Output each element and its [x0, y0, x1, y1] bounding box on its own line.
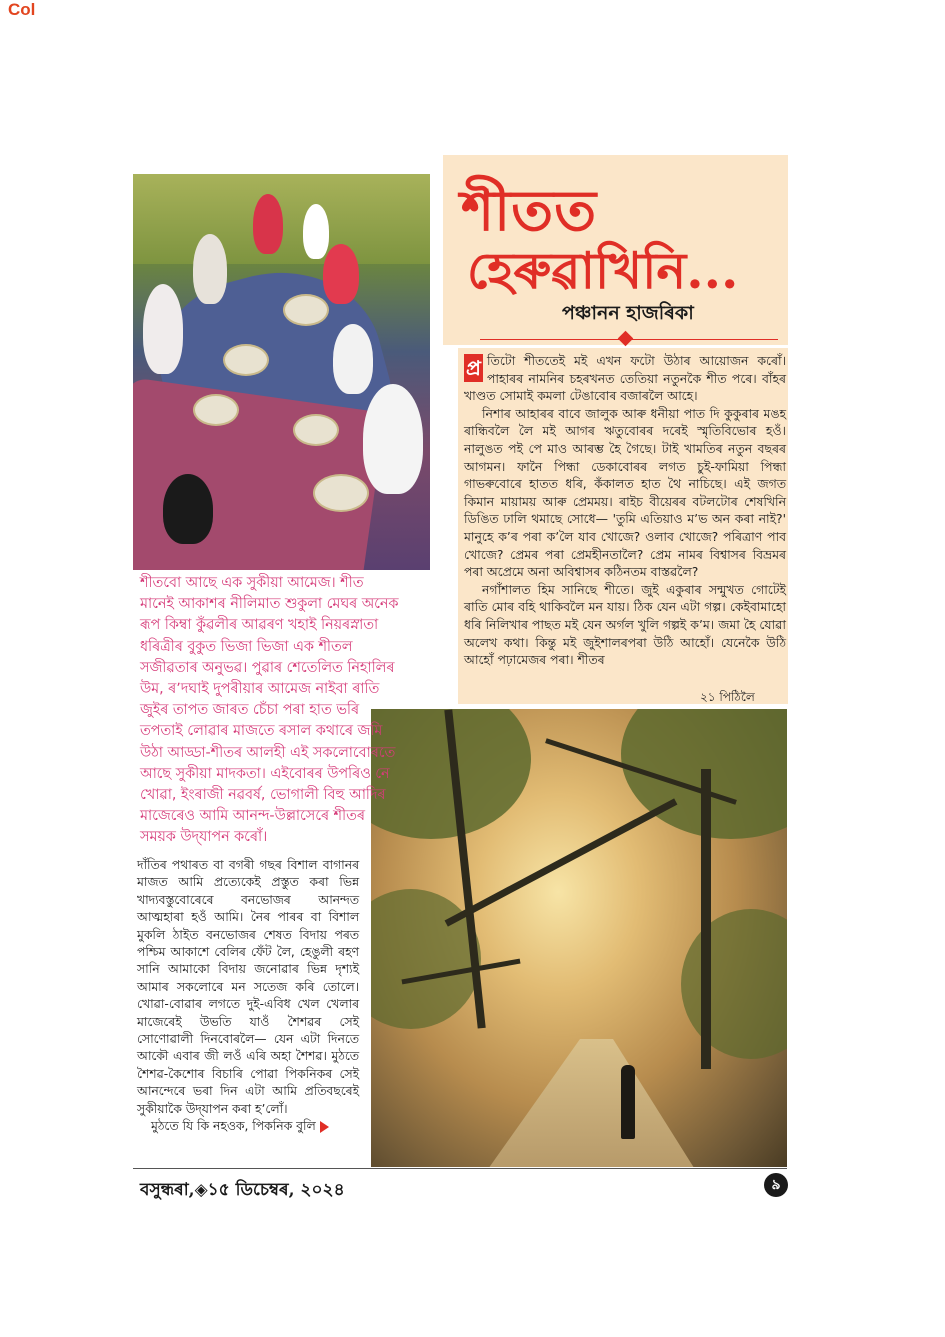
pull-quote-line: মাজেৰেও আমি আনন্দ-উল্লাসেৰে শীতৰ — [140, 808, 365, 825]
page-number: ৯ — [764, 1173, 788, 1197]
child-figure — [363, 384, 423, 494]
author-name: পঞ্চানন হাজৰিকা — [562, 302, 694, 324]
left-column-last-line — [137, 1118, 359, 1135]
pull-quote-line: আছে সুকীয়া মাদকতা। এইবোৰৰ উপৰিও নে — [140, 765, 390, 782]
plate — [223, 344, 269, 376]
road — [481, 1039, 701, 1167]
child-figure — [253, 194, 283, 254]
plate — [283, 294, 329, 326]
title-line-2: হেৰুৱাখিনি... — [467, 241, 739, 300]
pull-quote-line: সজীৱতাৰ অনুভৱ। পুৱাৰ শেতেলিত নিহালিৰ — [140, 659, 395, 676]
pull-quote-line: সময়ক উদ্‌যাপন কৰোঁ। — [140, 829, 268, 846]
corner-mark: Col — [8, 0, 36, 19]
forest-photo — [371, 709, 787, 1167]
pull-quote-line: শীতবো আছে এক সুকীয়া আমেজ। শীত — [140, 575, 364, 591]
picnic-photo — [133, 174, 430, 570]
left-column-paragraph: দাঁতিৰ পথাৰত বা বগৰী গছৰ বিশাল বাগানৰ মাজত আমি প্ৰত্যেকেই প্ৰস্তুত কৰা ভিন্ন খাদ্যবস্তুবোৰেৰে বনভোজৰ আনন্দত আত্মহাৰা হওঁ আমি। নৈৰ পাৰৰ বা বিশাল মুকলি ঠাইত বনভোজৰ শেষত বিদায় পৰত পশ্চিম আকাশে বেলিৰ ফেঁট লৈ, হেঙুলী ৰহণ সানি আমাকো বিদায় জনোৱাৰ ভিন্ন দৃশ্যই আমাৰ সকলোৰে মন সতেজ কৰি তোলে। খোৱা-বোৱাৰ লগতে দুই-এবিধ খেল খেলাৰ মাজেৰেই উভতি যাওঁ শৈশৱৰ সেই সোণোৱালী দিনবোৰলৈ— যেন এটা দিনতে আকৌ এবাৰ জী লওঁ এৰি অহা শৈশৱ। মুঠতে শৈশৱ-কৈশোৰ বিচাৰি পোৱা পিকনিকৰ সেই আনন্দেৰে ভৰা দিন এটা আমি প্ৰতিবছৰেই সুকীয়াকৈ উদ্‌যাপন কৰা হʼলোঁ। — [137, 858, 359, 1116]
foliage — [681, 909, 787, 1059]
child-figure — [333, 324, 373, 394]
photographer-figure — [621, 1065, 635, 1139]
article-paragraph: নগাঁশালত হিম সানিছে শীতে। জুই একুৰাৰ সন্মুখত গোটেই ৰাতি মোৰ বহি থাকিবলৈ মন যায়। ঠিক যেন এটা গল্প। কেইবামাহো ধৰি নিলিখাৰ পাছত মই যেন অৰ্গল খুলি গল্পই কʼম। জমা হৈ যোৱা অলেখ কথা। কিন্তু মই জুইশালৰপৰা উঠি আহোঁ। যেনেকৈ উঠি আহোঁ পঢ়ামেজৰ পৰা। শীতৰ — [464, 581, 786, 668]
pull-quote-line: উম, ৰʼদঘাই দুপৰীয়াৰ আমেজ নাইবা ৰাতি — [140, 681, 380, 698]
continue-arrow-icon — [320, 1121, 329, 1133]
left-column-text — [137, 857, 359, 1136]
plate — [293, 414, 339, 446]
article-body — [464, 352, 786, 669]
pull-quote-line: উঠা আড্ডা-শীতৰ আলহী এই সকলোবোৰতে — [140, 744, 396, 761]
drop-cap: প্ৰ — [464, 354, 483, 382]
pull-quote-line: খোৱা, ইংৰাজী নৱবৰ্ষ, ভোগালী বিহু আদিৰ — [140, 787, 386, 804]
plate — [193, 394, 239, 426]
pull-quote-line: ধৰিত্ৰীৰ বুকুত ভিজা ভিজা এক শীতল — [140, 638, 353, 655]
child-figure — [323, 244, 359, 304]
article-paragraph: তিটো শীততেই মই এখন ফটো উঠাৰ আয়োজন কৰোঁ। পাহাৰৰ নামনিৰ চহৰখনত তেতিয়া নতুনকৈ শীত পৰে। বাঁহৰ খাণ্ডত সোমাই কমলা টেঙাবোৰ বজাৰলৈ আহে। — [464, 353, 786, 404]
tree-trunk — [701, 769, 711, 1069]
footer-rule — [133, 1168, 787, 1169]
child-figure — [303, 204, 329, 259]
plate — [313, 474, 369, 512]
title-line-1: শীতত — [461, 178, 598, 244]
left-column-last-line-text: মুঠতে যি কি নহওক, পিকনিক বুলি — [151, 1119, 316, 1134]
continued-note: ২১ পিঠিলৈ — [700, 690, 755, 704]
pull-quote-line: তপতাই লোৱাৰ মাজতে ৰসাল কথাৰে জমি — [140, 723, 383, 740]
pull-quote-line: জুইৰ তাপত জাৰত চেঁচা পৰা হাত ভৰি — [140, 702, 360, 719]
pull-quote-line: ৰূপ কিম্বা কুঁৱলীৰ আৱৰণ খহাই নিয়ৰস্নাতা — [140, 617, 379, 634]
pull-quote-line: মানেই আকাশৰ নীলিমাত শুকুলা মেঘৰ অনেক — [140, 596, 399, 613]
publication-line: বসুন্ধৰা,◈১৫ ডিচেম্বৰ, ২০২৪ — [140, 1180, 345, 1200]
child-figure — [163, 474, 213, 544]
child-figure — [143, 284, 183, 374]
pull-quote — [140, 573, 430, 849]
child-figure — [193, 234, 227, 304]
article-paragraph: নিশাৰ আহাৰৰ বাবে জালুক আৰু ধনীয়া পাত দি কুকুৰাৰ মঙহ ৰান্ধিবলৈ লৈ মই আগৰ ঋতুবোৰৰ দৰেই স্মৃতিবিভোৰ হওঁ। নালুঙত পই পে মাও আৰম্ভ হৈ গৈছে। টাই খামতিৰ নতুন বছৰৰ আগমন। ফানৈ পিন্ধা ডেকাবোৰৰ লগত চুই-ফামিয়া পিন্ধা গাভৰুবোৰে হাতত ধৰি, কঁকালত হাত থৈ নাচিছে। এই জগত কিমান মায়াময় আৰু প্ৰেমময়। ৰাইচ বীয়েৰৰ বটলটোৰ শেষখিনি ডিঙিত ঢালি থমাছে সোধে— 'তুমি এতিয়াও মʼভ অন কৰা নাই?' মানুহে কʼৰ পৰা কʼলৈ যাব খোজে? ওলাব খোজে? পৰিত্ৰাণ পাব খোজে? প্ৰেমৰ পৰা প্ৰেমহীনতালৈ? প্ৰেম নামৰ বিশ্বাসৰ বিভ্ৰমৰ পৰা অপ্ৰেমে অনা অবিশ্বাসৰ কঠিনতম বাস্তৱলৈ? — [464, 405, 786, 580]
